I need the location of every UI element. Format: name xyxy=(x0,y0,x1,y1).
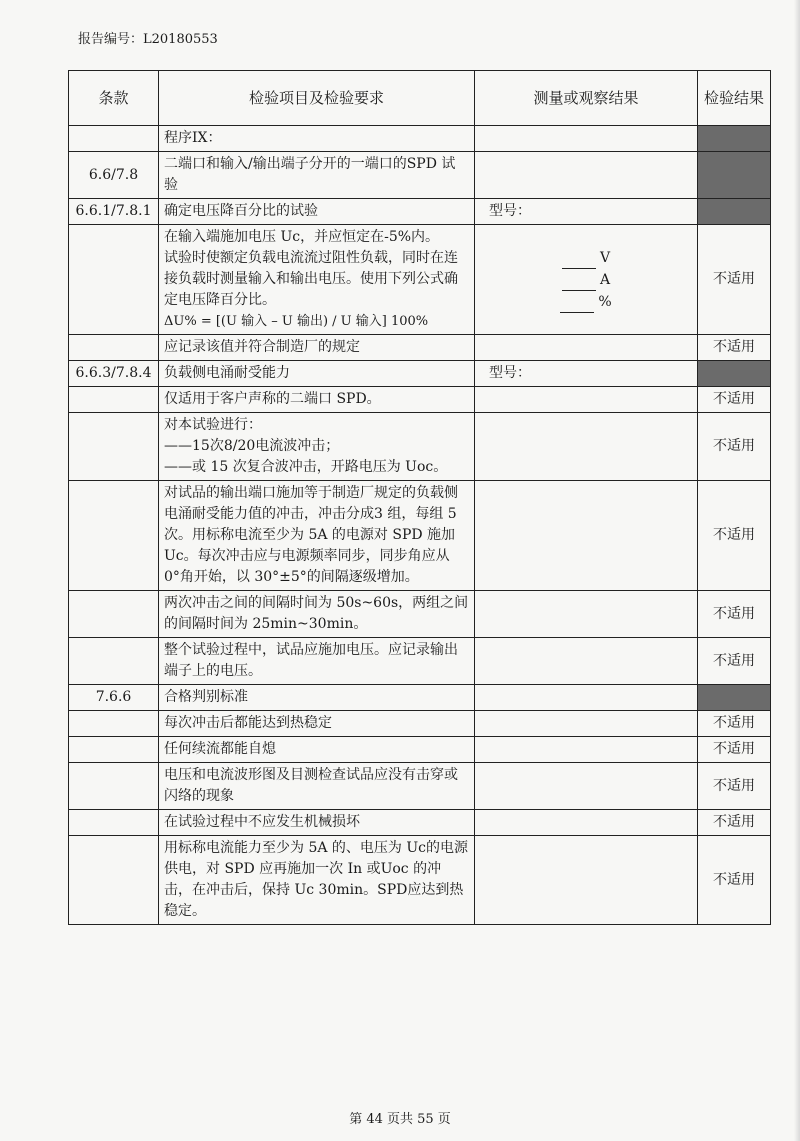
clause-cell xyxy=(69,126,159,152)
measurement-cell xyxy=(475,387,698,413)
measurement-cell xyxy=(475,126,698,152)
result-cell: 不适用 xyxy=(698,225,771,335)
clause-cell xyxy=(69,413,159,481)
table-row xyxy=(69,685,771,711)
clause-cell: 7.6.6 xyxy=(69,685,159,711)
result-cell: 不适用 xyxy=(698,711,771,737)
clause-cell xyxy=(69,810,159,836)
item-line: 对本试验进行： xyxy=(164,417,262,433)
page-number: 第 44 页共 55 页 xyxy=(349,1112,451,1127)
table-row xyxy=(69,387,771,413)
result-cell: 不适用 xyxy=(698,413,771,481)
item-cell: 应记录该值并符合制造厂的规定 xyxy=(159,335,475,361)
item-cell: 用标称电流能力至少为 5A 的、电压为 Uc的电源供电，对 SPD 应再施加一次 In 或Uoc 的冲击，在冲击后，保持 Uc 30min。SPD应达到热稳定。 xyxy=(159,836,475,925)
table-row xyxy=(69,481,771,591)
measurement-cell xyxy=(475,836,698,925)
item-cell: 合格判别标准 xyxy=(159,685,475,711)
table-row xyxy=(69,126,771,152)
result-cell: 不适用 xyxy=(698,810,771,836)
measurement-cell xyxy=(475,737,698,763)
result-cell: 不适用 xyxy=(698,335,771,361)
blank-line xyxy=(562,252,596,269)
inspection-table xyxy=(68,70,771,925)
clause-cell xyxy=(69,225,159,335)
item-cell xyxy=(159,413,475,481)
measurement-cell xyxy=(475,413,698,481)
table-row xyxy=(69,361,771,387)
item-cell: 电压和电流波形图及目测检查试品应没有击穿或闪络的现象 xyxy=(159,763,475,810)
measurement-cell: 型号： xyxy=(475,199,698,225)
result-cell-shaded xyxy=(698,361,771,387)
unit-label: % xyxy=(598,293,612,310)
item-cell: 任何续流都能自熄 xyxy=(159,737,475,763)
current-entry xyxy=(562,269,610,291)
unit-label: V xyxy=(599,249,611,266)
report-number: 报告编号：L20180553 xyxy=(78,32,218,47)
measurement-cell xyxy=(475,638,698,685)
item-cell: 每次冲击后都能达到热稳定 xyxy=(159,711,475,737)
formula: ΔU% = [(U 输入 – U 输出) / U 输入] 100% xyxy=(164,314,429,329)
measurement-cell xyxy=(475,591,698,638)
table-row xyxy=(69,638,771,685)
result-cell: 不适用 xyxy=(698,763,771,810)
result-cell: 不适用 xyxy=(698,387,771,413)
measurement-cell xyxy=(475,711,698,737)
clause-cell xyxy=(69,763,159,810)
clause-cell xyxy=(69,638,159,685)
item-cell: 在试验过程中不应发生机械损坏 xyxy=(159,810,475,836)
item-cell: 两次冲击之间的间隔时间为 50s~60s，两组之间的间隔时间为 25min~30min。 xyxy=(159,591,475,638)
clause-cell xyxy=(69,737,159,763)
table-row xyxy=(69,737,771,763)
table-row xyxy=(69,225,771,335)
result-cell: 不适用 xyxy=(698,481,771,591)
measurement-units xyxy=(480,247,692,313)
measurement-cell xyxy=(475,810,698,836)
voltage-entry xyxy=(562,247,610,269)
blank-line xyxy=(560,296,594,313)
item-cell: 确定电压降百分比的试验 xyxy=(159,199,475,225)
item-cell: 对试品的输出端口施加等于制造厂规定的负载侧电涌耐受能力值的冲击，冲击分成3 组，每组 5 次。用标称电流至少为 5A 的电源对 SPD 施加 Uc。每次冲击应与电源频率同步，同步角应从 0°角开始，以 30°±5°的间隔逐级增加。 xyxy=(159,481,475,591)
table-row xyxy=(69,711,771,737)
item-cell: 整个试验过程中，试品应施加电压。应记录输出端子上的电压。 xyxy=(159,638,475,685)
clause-cell xyxy=(69,711,159,737)
header-item: 检验项目及检验要求 xyxy=(159,71,475,126)
clause-cell xyxy=(69,335,159,361)
header-measurement: 测量或观察结果 xyxy=(475,71,698,126)
clause-cell: 6.6/7.8 xyxy=(69,152,159,199)
blank-line xyxy=(562,274,596,291)
percent-entry xyxy=(560,291,611,313)
item-line: ——15次8/20电流波冲击； xyxy=(164,438,340,454)
table-row xyxy=(69,763,771,810)
table-header-row xyxy=(69,71,771,126)
table-row xyxy=(69,413,771,481)
result-cell: 不适用 xyxy=(698,836,771,925)
result-cell-shaded xyxy=(698,126,771,152)
result-cell: 不适用 xyxy=(698,591,771,638)
clause-cell: 6.6.1/7.8.1 xyxy=(69,199,159,225)
table-row xyxy=(69,810,771,836)
item-line: 试验时使额定负载电流流过阻性负载，同时在连接负载时测量输入和输出电压。使用下列公式确定电压降百分比。 xyxy=(164,250,458,308)
item-line: 在输入端施加电压 Uc，并应恒定在-5%内。 xyxy=(164,229,440,245)
measurement-cell xyxy=(475,685,698,711)
item-cell: 负载侧电涌耐受能力 xyxy=(159,361,475,387)
clause-cell xyxy=(69,836,159,925)
item-line: ——或 15 次复合波冲击，开路电压为 Uoc。 xyxy=(164,459,448,475)
table-row xyxy=(69,199,771,225)
measurement-cell xyxy=(475,481,698,591)
table-row xyxy=(69,591,771,638)
clause-cell xyxy=(69,591,159,638)
item-cell: 二端口和输入/输出端子分开的一端口的SPD 试验 xyxy=(159,152,475,199)
measurement-cell: 型号： xyxy=(475,361,698,387)
table-row xyxy=(69,152,771,199)
result-cell-shaded xyxy=(698,199,771,225)
clause-cell xyxy=(69,481,159,591)
item-cell: 程序IX： xyxy=(159,126,475,152)
result-cell-shaded xyxy=(698,152,771,199)
table-row xyxy=(69,335,771,361)
unit-label: A xyxy=(599,271,611,288)
item-cell: 仅适用于客户声称的二端口 SPD。 xyxy=(159,387,475,413)
measurement-cell xyxy=(475,335,698,361)
table-row xyxy=(69,836,771,925)
item-cell xyxy=(159,225,475,335)
header-clause: 条款 xyxy=(69,71,159,126)
result-cell: 不适用 xyxy=(698,638,771,685)
header-result: 检验结果 xyxy=(698,71,771,126)
result-cell-shaded xyxy=(698,685,771,711)
clause-cell xyxy=(69,387,159,413)
result-cell: 不适用 xyxy=(698,737,771,763)
measurement-cell xyxy=(475,152,698,199)
clause-cell: 6.6.3/7.8.4 xyxy=(69,361,159,387)
measurement-cell xyxy=(475,763,698,810)
measurement-cell xyxy=(475,225,698,335)
scan-edge-shadow xyxy=(794,0,800,1141)
